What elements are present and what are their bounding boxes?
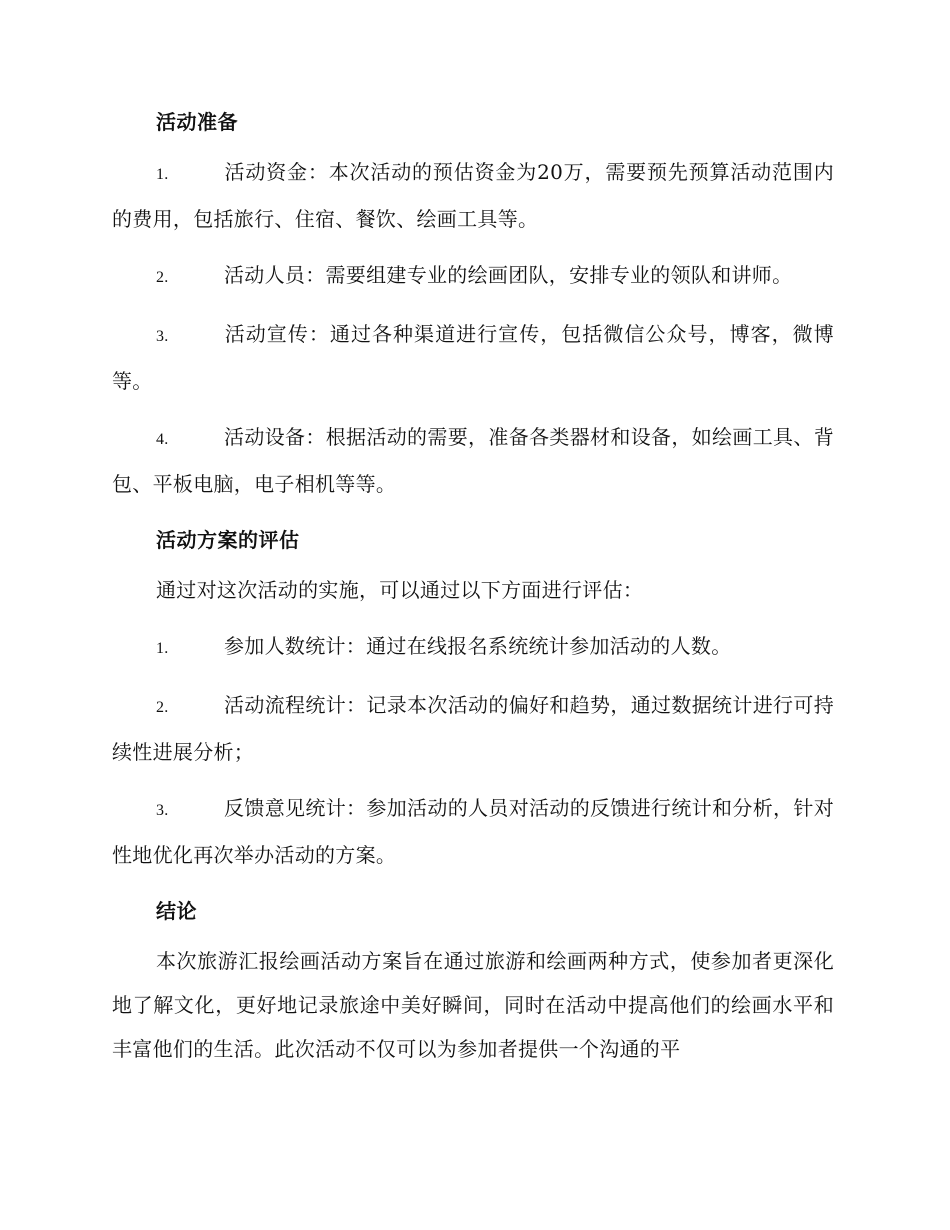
- list-item: [112, 253, 834, 300]
- list-item: [112, 624, 834, 671]
- list-number: 2.: [156, 269, 169, 286]
- list-number: 1.: [156, 166, 169, 183]
- section-heading-conclusion: 结论: [156, 899, 197, 923]
- list-item: [112, 415, 834, 506]
- list-item: [112, 150, 834, 241]
- document-page: [112, 100, 834, 1083]
- section-intro: 通过对这次活动的实施，可以通过以下方面进行评估：: [156, 578, 644, 602]
- list-number: 3.: [156, 328, 169, 345]
- list-text: 参加人数统计：通过在线报名系统统计参加活动的人数。: [224, 634, 732, 658]
- list-number: 4.: [156, 431, 169, 448]
- list-text: 活动人员：需要组建专业的绘画团队，安排专业的领队和讲师。: [224, 263, 793, 287]
- list-text: 反馈意见统计：参加活动的人员对活动的反馈进行统计和分析，针对性地优化再次举办活动的方案。: [112, 796, 834, 867]
- list-item: [112, 683, 834, 774]
- conclusion-paragraph: 本次旅游汇报绘画活动方案旨在通过旅游和绘画两种方式，使参加者更深化地了解文化，更好地记录旅途中美好瞬间，同时在活动中提高他们的绘画水平和丰富他们的生活。此次活动不仅可以为参加者提供一个沟通的平: [112, 949, 834, 1061]
- list-number: 3.: [156, 802, 169, 819]
- list-text: 活动宣传：通过各种渠道进行宣传，包括微信公众号，博客，微博等。: [112, 322, 834, 393]
- list-number: 1.: [156, 640, 169, 657]
- list-text: 活动流程统计：记录本次活动的偏好和趋势，通过数据统计进行可持续性进展分析；: [112, 693, 834, 764]
- list-item: [112, 786, 834, 877]
- list-number: 2.: [156, 699, 169, 716]
- section-heading-evaluation: 活动方案的评估: [156, 528, 300, 552]
- list-text: 活动设备：根据活动的需要，准备各类器材和设备，如绘画工具、背包、平板电脑，电子相机等等。: [112, 425, 834, 496]
- section-heading-preparation: 活动准备: [156, 110, 238, 134]
- list-text: 活动资金：本次活动的预估资金为20万，需要预先预算活动范围内的费用，包括旅行、住宿、餐饮、绘画工具等。: [112, 160, 834, 231]
- list-item: [112, 312, 834, 403]
